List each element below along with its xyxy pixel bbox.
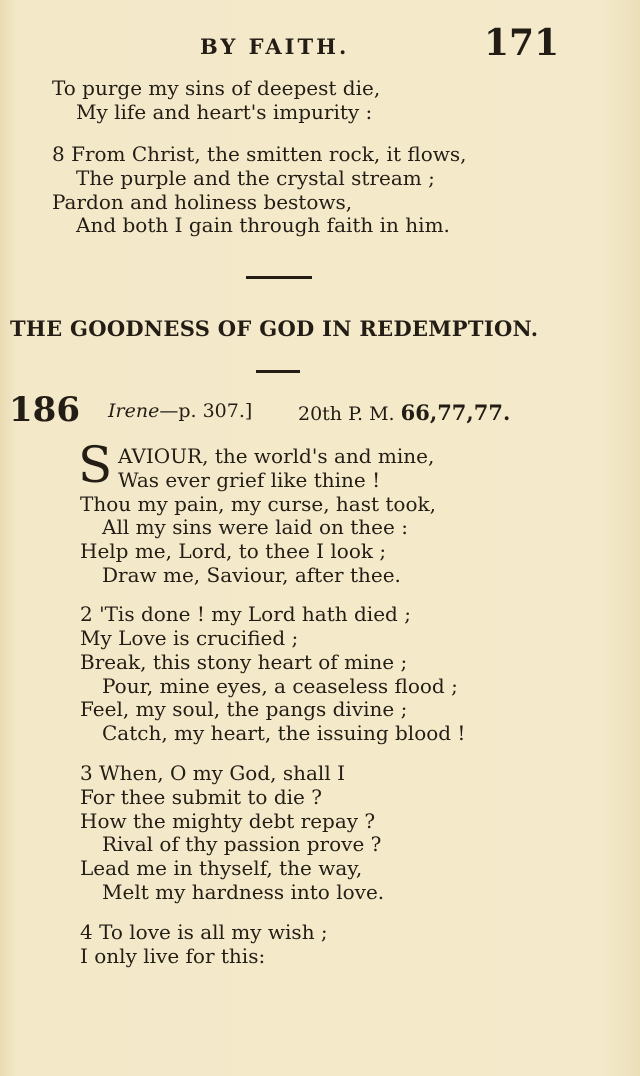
prev-line-3: 8 From Christ, the smitten rock, it flows, — [52, 142, 467, 166]
tune-name: Irene — [108, 400, 160, 422]
verse2-line-6: Catch, my heart, the issuing blood ! — [102, 721, 466, 745]
prev-line-5: Pardon and holiness bestows, — [52, 190, 353, 214]
meter-label: 20th P. M. — [298, 403, 395, 425]
verse1-line-5: Help me, Lord, to thee I look ; — [80, 539, 387, 563]
running-title: BY FAITH. — [200, 34, 350, 59]
tune-reference — [108, 400, 252, 422]
verse4-line-1: 4 To love is all my wish ; — [80, 920, 328, 944]
verse1-line-3: Thou my pain, my curse, hast took, — [80, 492, 436, 516]
verse1-line-2: Was ever grief like thine ! — [118, 468, 381, 492]
verse3-line-1: 3 When, O my God, shall I — [80, 761, 345, 785]
prev-line-2: My life and heart's impurity : — [76, 100, 373, 124]
verse1-line-1: AVIOUR, the world's and mine, — [118, 444, 435, 468]
verse3-line-2: For thee submit to die ? — [80, 785, 322, 809]
verse2-line-2: My Love is crucified ; — [80, 626, 299, 650]
verse3-line-6: Melt my hardness into love. — [102, 880, 385, 904]
page-number: 171 — [484, 22, 560, 64]
verse1-line-4: All my sins were laid on thee : — [102, 515, 408, 539]
meter — [298, 400, 510, 425]
prev-line-4: The purple and the crystal stream ; — [76, 166, 435, 190]
meter-numbers: 66,77,77. — [400, 400, 511, 425]
page-header — [0, 22, 640, 72]
verse3-line-3: How the mighty debt repay ? — [80, 809, 376, 833]
tune-page-ref: —p. 307.] — [159, 400, 253, 422]
verse4-line-2: I only live for this: — [80, 944, 266, 968]
verse3-line-5: Lead me in thyself, the way, — [80, 856, 363, 880]
drop-cap: S — [78, 436, 113, 494]
section-title: THE GOODNESS OF GOD IN REDEMPTION. — [10, 316, 539, 341]
prev-line-1: To purge my sins of deepest die, — [52, 76, 381, 100]
verse2-line-1: 2 'Tis done ! my Lord hath died ; — [80, 602, 411, 626]
prev-line-6: And both I gain through faith in him. — [76, 213, 450, 237]
verse1-line-6: Draw me, Saviour, after thee. — [102, 563, 401, 587]
verse2-line-4: Pour, mine eyes, a ceaseless flood ; — [102, 674, 458, 698]
verse2-line-3: Break, this stony heart of mine ; — [80, 650, 408, 674]
section-divider-top — [246, 276, 312, 279]
verse2-line-5: Feel, my soul, the pangs divine ; — [80, 697, 408, 721]
verse3-line-4: Rival of thy passion prove ? — [102, 832, 382, 856]
section-divider-bottom — [256, 370, 300, 373]
hymn-number: 186 — [9, 390, 80, 430]
